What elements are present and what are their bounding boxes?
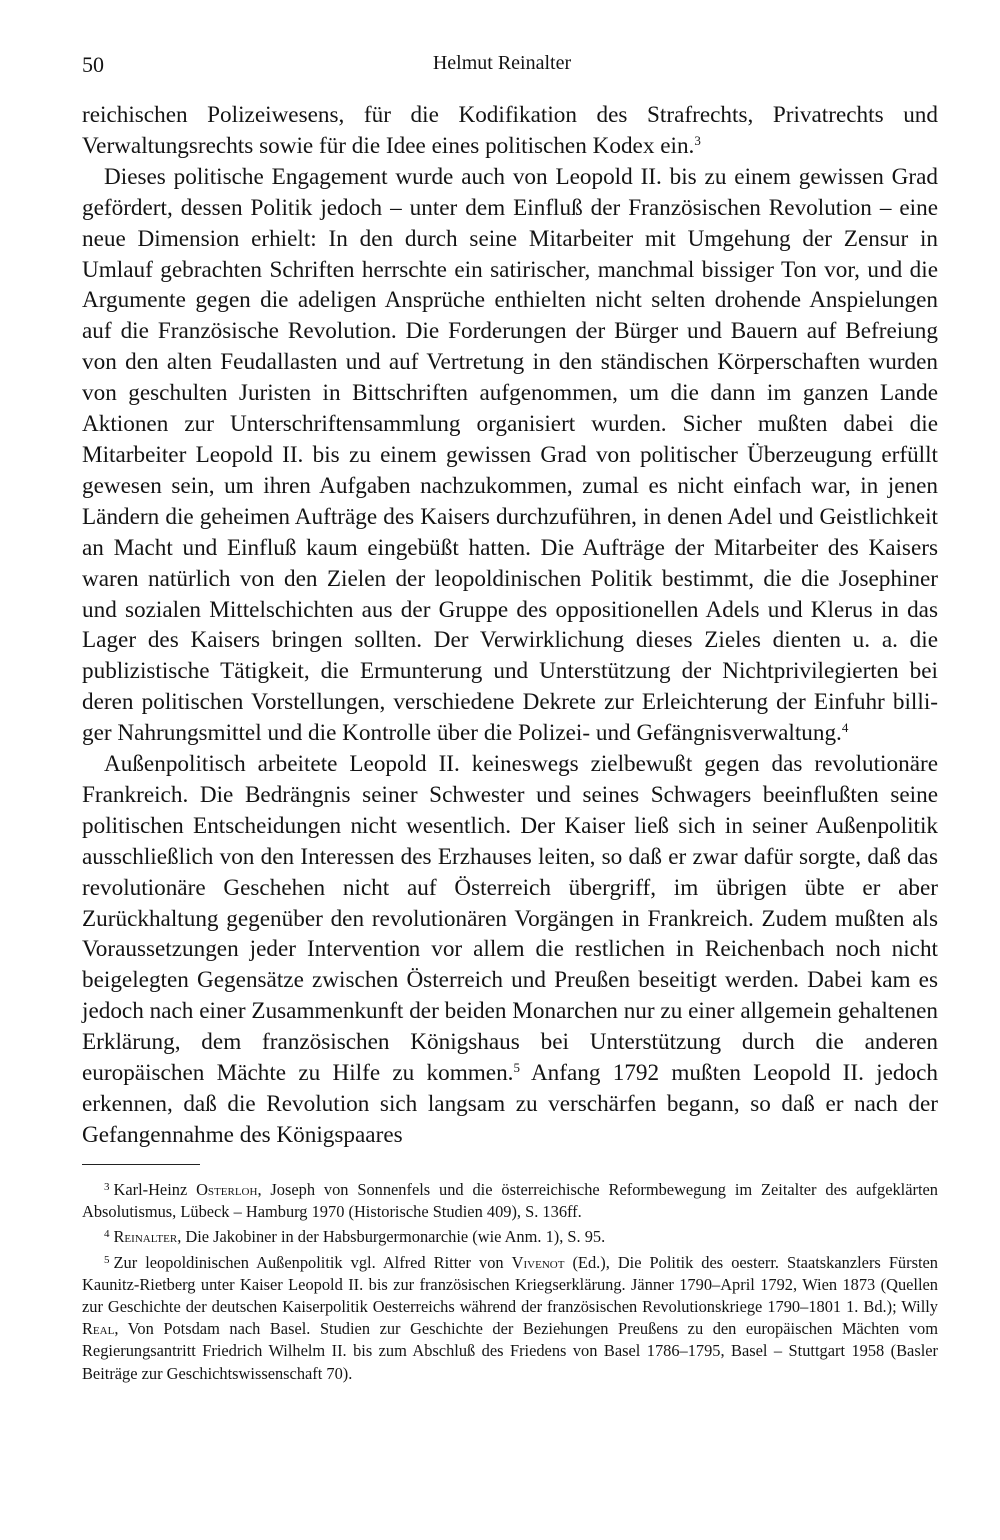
- author-name: Osterloh: [196, 1180, 258, 1199]
- footnote-text: , Joseph von Sonnenfels und die österreichische Reformbewegung im Zeitalter des aufgeklärten Absolutismus, Lübeck – Hamburg 1970 (Historische Studien 409), S. 136ff.: [82, 1180, 938, 1222]
- footnote-ref-4: 4: [841, 720, 849, 736]
- footnotes: [82, 1176, 938, 1385]
- footnote-ref-3: 3: [694, 132, 701, 148]
- paragraph-3-text-a: Außenpolitisch arbeitete Leopold II. keineswegs zielbewußt gegen das revolutionäre Frankreich. Die Bedrängnis seiner Schwester und seines Schwagers beeinflußten seine politischen Entscheidungen nicht wesentlich. Der Kaiser ließ sich in seiner Außenpolitik ausschließlich von den Interessen des Erzhauses leiten, so daß er zwar dafür sorgte, daß das revolutionäre Geschehen nicht auf Österreich übergriff, im übrigen übte er aber Zurückhaltung gegenüber den revolutionären Vorgängen in Frankreich. Zudem mußten als Voraussetzungen jeder Intervention vor allem die restlichen in Reichenbach noch nicht beigelegten Gegensätze zwischen Österreich und Preußen beseitigt werden. Dabei kam es jedoch nach einer Zusammenkunft der beiden Monarchen nur zu einer allgemein gehaltenen Erklärung, dem französischen Königshaus bei Unterstützung durch die anderen europäischen Mächte zu Hilfe zu kommen.: [82, 751, 938, 1087]
- author-name: Reinalter: [113, 1227, 178, 1247]
- author-name: Vivenot: [511, 1252, 565, 1272]
- page-header: [82, 52, 922, 82]
- author-name: Real: [82, 1319, 115, 1339]
- footnote-text: Zur leopoldinischen Außenpolitik vgl. Alfred Ritter von: [113, 1252, 512, 1272]
- paragraph-1-text: reichischen Polizeiwesens, für die Kodifikation des Strafrechts, Privatrechts und Verwaltungsrechts sowie für die Idee eines politischen Kodex ein.: [82, 102, 938, 159]
- main-text: [82, 100, 938, 1151]
- paragraph-2: [82, 162, 938, 749]
- footnote-mark: 3: [104, 1181, 110, 1193]
- paragraph-2-text: Dieses politische Engagement wurde auch von Leopold II. bis zu einem gewissen Grad gefördert, dessen Politik jedoch – unter dem Einfluß der Französischen Revolution – eine neue Dimension erhielt: In den durch seine Mitarbeiter mit Umgehung der Zensur in Umlauf gebrachten Schriften herrschte ein satirischer, manchmal bissiger Ton vor, und die Argumente gegen die adeligen Ansprüche enthielten nicht selten drohende Anspielungen auf die Französische Revolution. Die Forderungen der Bürger und Bauern auf Befreiung von den alten Feudallasten und auf Vertretung in den ständischen Körperschaften wurden von geschulten Juristen in Bittschriften aufgenommen, um die dann im ganzen Lande Aktionen zur Unterschriftensammlung organisiert wurden. Sicher mußten dabei die Mitarbeiter Leopold II. bis zu einem gewissen Grad von politischer Überzeugung erfüllt gewesen sein, um ihren Aufgaben nachzukommen, zumal es nicht einfach war, in jenen Ländern die geheimen Aufträge des Kaisers durchzuführen, in denen Adel und Geistlichkeit an Macht und Einfluß kaum eingebüßt hatten. Die Aufträge der Mitarbeiter des Kaisers waren natürlich von den Zielen der leopoldinischen Politik bestimmt, die die Josephiner und sozialen Mittelschichten aus der Gruppe des oppositionellen Adels und Klerus in das Lager des Kaisers bringen sollten. Der Verwirklichung dieses Zieles dienten u. a. die publizistische Tätigkeit, die Ermunterung und Unterstützung der Nichtprivilegierten bei deren politischen Vorstellungen, verschiedene Dekrete zur Erleichterung der Einfuhr billiger Nahrungsmittel und die Kontrolle über die Polizei- und Gefängnisverwaltung.: [82, 163, 938, 747]
- paragraph-1: [82, 100, 938, 162]
- footnote-mark: 5: [104, 1253, 110, 1266]
- footnote-text: , Die Jakobiner in der Habsburgermonarchie (wie Anm. 1), S. 95.: [177, 1227, 606, 1247]
- footnote-separator: [82, 1164, 200, 1165]
- footnote-ref-5: 5: [513, 1060, 520, 1076]
- page-number: 50: [82, 52, 104, 77]
- footnote-3: [82, 1176, 938, 1223]
- footnote-5: [82, 1249, 938, 1385]
- running-head: Helmut Reinalter: [432, 52, 572, 74]
- footnote-text: Karl-Heinz: [113, 1180, 197, 1199]
- footnote-text: (Ed.), Die Politik des oesterr. Staatskanzlers Fürsten Kaunitz-Rietberg unter Kaiser Leopold II. bis zur französischen Kriegserklärung. Jänner 1790–April 1792, Wien 1873 (Quellen zur Geschichte der deutschen Kaiserpolitik Oesterreichs während der französischen Revolutionskriege 1790–1801 1. Bd.); Willy: [82, 1252, 938, 1317]
- footnote-text: , Von Potsdam nach Basel. Studien zur Geschichte der Beziehungen Preußens zu den europäischen Mächten vom Regierungsantritt Friedrich Wilhelm II. bis zum Abschluß des Friedens von Basel 1786–1795, Basel – Stuttgart 1958 (Basler Beiträge zur Geschichtswissenschaft 70).: [82, 1319, 938, 1383]
- paragraph-3: [82, 749, 938, 1151]
- footnote-mark: 4: [104, 1228, 110, 1241]
- paragraph-3-text-b: Anfang 1792 mußten Leopold II. jedoch erkennen, daß die Revolution sich langsam zu verschärfen begann, so daß er nach der Gefangennahme des Königspaares: [82, 1060, 938, 1148]
- footnote-4: [82, 1223, 938, 1248]
